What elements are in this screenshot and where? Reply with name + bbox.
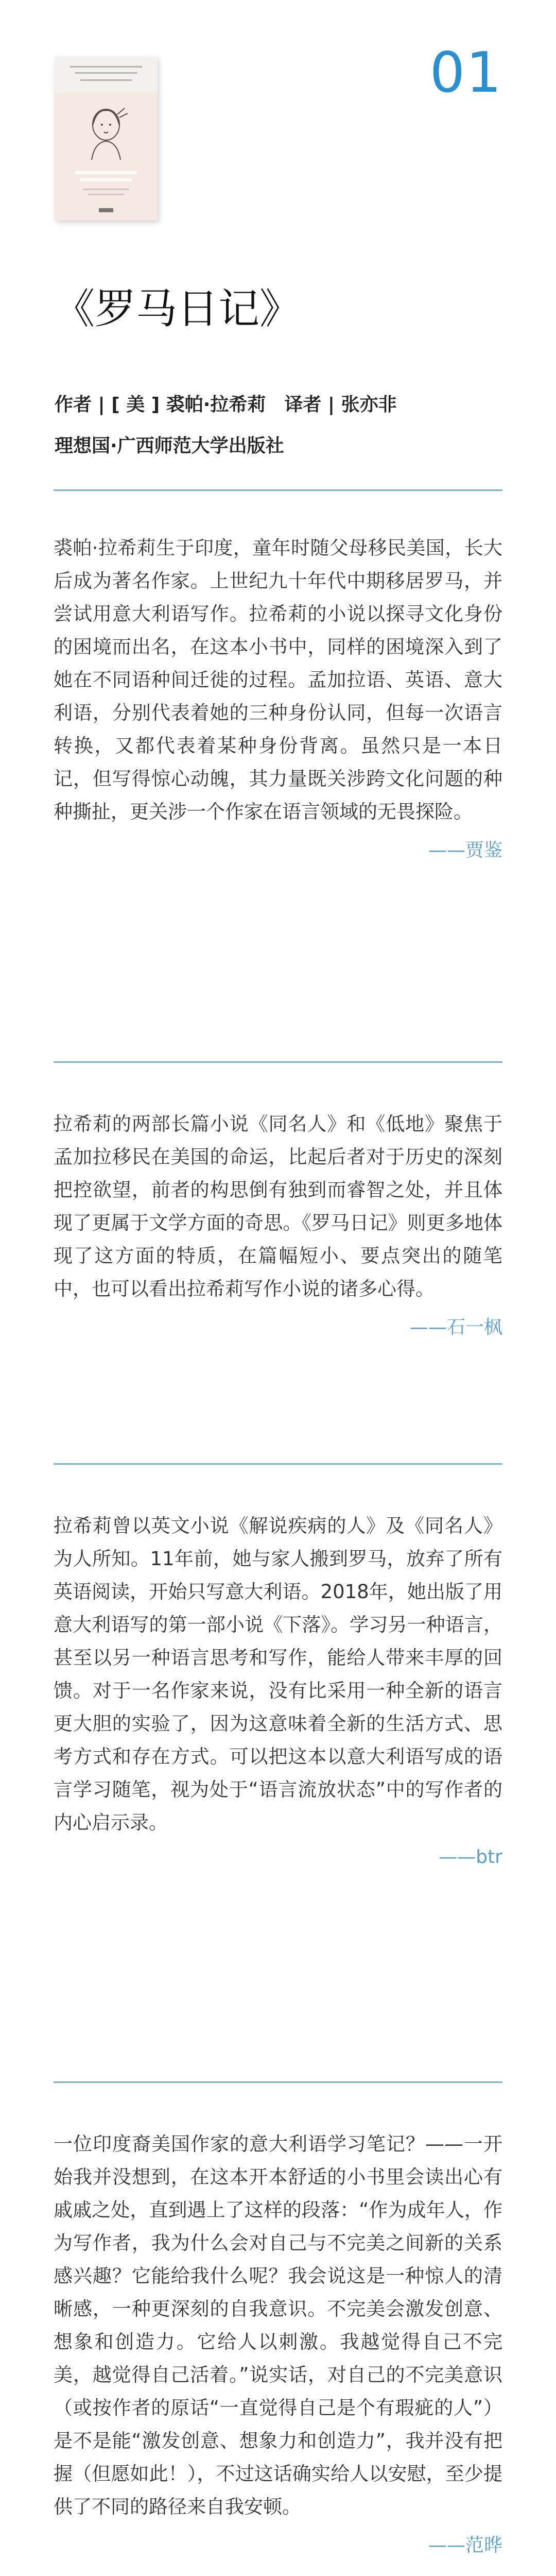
cover-title-mark: [80, 178, 132, 181]
book-meta: [55, 384, 397, 467]
cover-top-band: [55, 57, 158, 93]
cover-text-line: [70, 66, 142, 67]
review-text: 裘帕·拉希莉生于印度，童年时随父母移民美国，长大后成为著名作家。上世纪九十年代中期移居罗马，并尝试用意大利语写作。拉希莉的小说以探寻文化身份的困境而出名，在这本小书中，同样的困境深入到了她在不同语种间迁徙的过程。孟加拉语、英语、意大利语，分别代表着她的三种身份认同，但每一次语言转换，又都代表着某种身份背离。虽然只是一本日记，但写得惊心动魄，其力量既关涉跨文化问题的种种撕扯，更关涉一个作家在语言领域的无畏探险。: [54, 537, 502, 823]
section-divider: [54, 1463, 502, 1465]
review-card: [54, 2128, 502, 2557]
review-card: [54, 1108, 502, 1339]
review-text: 拉希莉曾以英文小说《解说疾病的人》及《同名人》为人所知。11年前，她与家人搬到罗马，放弃了所有英语阅读，开始只写意大利语。2018年，她出版了用意大利语写的第一部小说《下落》。学习另一种语言，甚至以另一种语言思考和写作，能给人带来丰厚的回馈。对于一名作家来说，没有比采用一种全新的语言更大胆的实验了，因为这意味着全新的生活方式、思考方式和存在方式。可以把这本以意大利语写成的语言学习随笔，视为处于“语言流放状态”中的写作者的内心启示录。: [54, 1515, 502, 1834]
review-author: ——贾鉴: [428, 840, 502, 861]
cover-text-line: [80, 79, 132, 81]
section-divider: [54, 2081, 502, 2083]
review-text: 一位印度裔美国作家的意大利语学习笔记？——一开始我并没想到，在这本开本舒适的小书里会读出心有戚戚之处，直到遇上了这样的段落：“作为成年人，作为写作者，我为什么会对自己与不完美之间新的关系感兴趣？它能给我什么呢？我会说这是一种惊人的清晰感，一种更深刻的自我意识。不完美会激发创意、想象和创造力。它给人以刺激。我越觉得自己不完美，越觉得自己活着。”说实话，对自己的不完美意识（或按作者的原话“一直觉得自己是个有瑕疵的人”）是不是能“激发创意、想象力和创造力”，我并没有把握（但愿如此！），不过这话确实给人以安慰，至少提供了不同的路径来自我安顿。: [54, 2133, 502, 2518]
book-cover-image: [55, 57, 158, 221]
list-number: 01: [429, 41, 502, 105]
review-author: ——范晔: [428, 2535, 502, 2556]
header-divider: [54, 489, 502, 491]
cover-subtitle-mark: [83, 189, 129, 190]
book-title: 《罗马日记》: [54, 285, 301, 333]
cover-text-line: [75, 72, 137, 74]
review-card: [54, 532, 502, 862]
review-author: ——btr: [439, 1846, 502, 1868]
review-text: 拉希莉的两部长篇小说《同名人》和《低地》聚焦于孟加拉移民在美国的命运，比起后者对于历史的深刻把控欲望，前者的构思倒有独到而睿智之处，并且体现了更属于文学方面的奇思。《罗马日记》则更多地体现了这方面的特质，在篇幅短小、要点突出的随笔中，也可以看出拉希莉写作小说的诸多心得。: [54, 1113, 502, 1300]
publisher-logo: [99, 208, 113, 212]
cover-title-mark: [75, 171, 137, 174]
cover-subtitle-mark: [88, 194, 124, 195]
review-card: [54, 1510, 502, 1868]
author-translator-line: 作者 | [ 美 ] 裘帕·拉希莉 译者 | 张亦非: [55, 394, 397, 415]
review-author: ——石一枫: [409, 1317, 502, 1338]
section-divider: [54, 1061, 502, 1063]
cover-illustration-icon: [81, 104, 131, 162]
publisher-line: 理想国·广西师范大学出版社: [55, 435, 284, 456]
